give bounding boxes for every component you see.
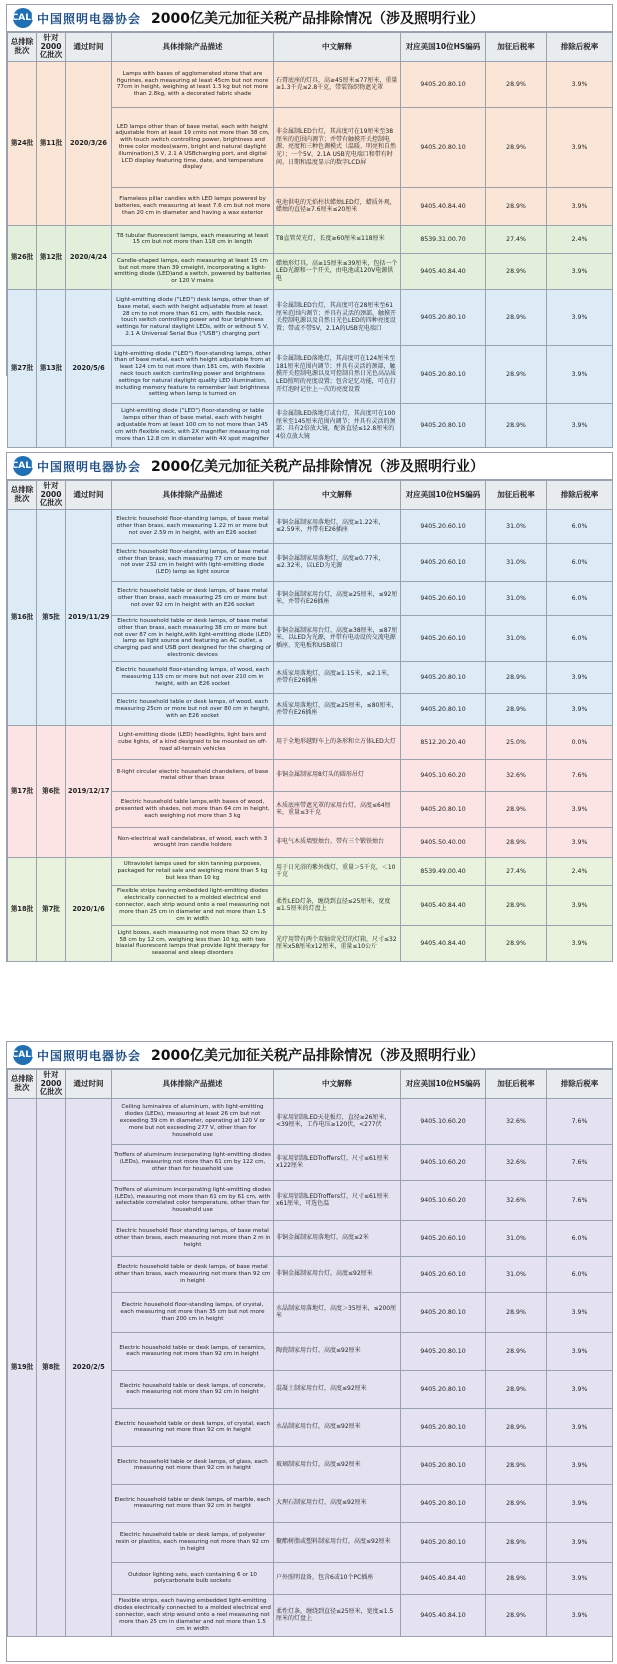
header-rate-after: 加征后税率 <box>486 33 547 62</box>
header-date: 通过时间 <box>66 33 112 62</box>
chinese-cell: 用于全地形越野车上的条形和立方体LED大灯 <box>274 725 401 759</box>
description-cell: Ceiling luminaires of aluminum, with light-emitting diodes (LEDs), measuring at least 26 cm but not exceeding 39 cm in diameter, operating at 120 V or more but not exceeding 277 V, other than for household use <box>112 1098 274 1144</box>
rate-after-cell: 28.9% <box>486 827 547 857</box>
chinese-cell: 非家用铝制LEDTroffers灯，尺寸≤61厘米x61厘米，可选色温 <box>274 1180 401 1220</box>
rate-excluded-cell: 3.9% <box>547 827 613 857</box>
hs-code-cell: 9405.20.80.10 <box>401 1370 486 1408</box>
hs-code-cell: 9405.20.80.10 <box>401 791 486 827</box>
header-description: 具体排除产品描述 <box>112 1070 274 1099</box>
hs-code-cell: 9405.20.80.10 <box>401 403 486 447</box>
header-chinese: 中文解释 <box>274 481 401 510</box>
header-row <box>8 481 613 510</box>
table-row <box>8 509 613 543</box>
batch-cell: 第7批 <box>37 857 66 961</box>
rate-excluded-cell: 2.4% <box>547 225 613 253</box>
rate-excluded-cell: 3.9% <box>547 1594 613 1636</box>
rate-excluded-cell: 3.9% <box>547 107 613 187</box>
page-title: 2000亿美元加征关税产品排除情况（涉及照明行业） <box>151 459 484 475</box>
batch-cell: 第11批 <box>37 61 66 225</box>
hs-code-cell: 9405.10.60.20 <box>401 759 486 791</box>
header-date: 通过时间 <box>66 1070 112 1099</box>
chinese-cell: 非铜金属制家用台灯，高度≥38厘米，≤87厘米，以LED为光源，并带有电动设的交流电源插座、充电板和USB端口 <box>274 615 401 661</box>
rate-excluded-cell: 0.0% <box>547 725 613 759</box>
total-batch-cell: 第16批 <box>8 509 37 725</box>
description-cell: Flexible strips, each having embedded light-emitting diodes electrically connected to a molded electrical end connector, each strip wound onto a reel measuring not more than 25 cm in diameter and not more than 1.5 cm in width <box>112 1594 274 1636</box>
hs-code-cell: 9405.20.80.10 <box>401 289 486 345</box>
rate-excluded-cell: 3.9% <box>547 1562 613 1594</box>
rate-after-cell: 28.9% <box>486 1408 547 1446</box>
rate-after-cell: 28.9% <box>486 925 547 961</box>
rate-excluded-cell: 3.9% <box>547 61 613 107</box>
logo-icon: CALI <box>13 456 33 476</box>
batch-cell: 第6批 <box>37 725 66 857</box>
chinese-cell: 非铜金属制家用台灯，高度≤92厘米 <box>274 1256 401 1292</box>
header-rate-excluded: 排除后税率 <box>547 1070 613 1099</box>
batch-cell: 第13批 <box>37 289 66 447</box>
rate-after-cell: 28.9% <box>486 885 547 925</box>
chinese-cell: 非铜金属制家用落地灯，高度≥1.22米，≤2.59米，并带有E26插座 <box>274 509 401 543</box>
hs-code-cell: 9405.20.60.10 <box>401 1220 486 1256</box>
description-cell: Electric household floor-standing lamps, of base metal other than brass, each measuring 1.22 m or more but not over 2.59 m in height, with an E26 socket <box>112 509 274 543</box>
chinese-cell: 非金属制LED台灯，其高度可在28厘米至61厘米范围内调节；并具有灵活的颈部，触摸开关控制电源以及自然日光色LED的四种亮度设置；带或不带5V，2.1A的USB充电端口 <box>274 289 401 345</box>
rate-after-cell: 27.4% <box>486 857 547 885</box>
table-row <box>8 225 613 253</box>
date-cell: 2019/11/29 <box>66 509 112 725</box>
hs-code-cell: 9405.20.80.10 <box>401 661 486 693</box>
rate-after-cell: 25.0% <box>486 725 547 759</box>
hs-code-cell: 9405.20.60.10 <box>401 615 486 661</box>
total-batch-cell: 第19批 <box>8 1098 37 1636</box>
date-cell: 2020/3/26 <box>66 61 112 225</box>
page-title: 2000亿美元加征关税产品排除情况（涉及照明行业） <box>151 1048 484 1064</box>
exclusion-table <box>7 1069 613 1637</box>
description-cell: Light-emitting diode ("LED") floor-standing or table lamps other than of base metal, each with height adjustable from at least 100 cm to not more than 145 cm with flexible neck, with 2X magnifier measuring not more than 12.8 cm in diameter with 4X spot magnifier <box>112 403 274 447</box>
rate-after-cell: 28.9% <box>486 1370 547 1408</box>
hs-code-cell: 8539.49.00.40 <box>401 857 486 885</box>
chinese-cell: 蜡烛形灯具，高≥15厘米≤39厘米，包括一个LED光源和一个开关，由电池或120V电源供电 <box>274 253 401 289</box>
association-logo <box>13 456 141 476</box>
chinese-cell: 用于日光浴的紫外线灯，重量＞5千克，＜10千克 <box>274 857 401 885</box>
header-rate-excluded: 排除后税率 <box>547 481 613 510</box>
rate-excluded-cell: 6.0% <box>547 1220 613 1256</box>
chinese-cell: 柔性LED灯条，缠绕到直径≤25厘米，宽度≤1.5厘米的灯盘上 <box>274 885 401 925</box>
hs-code-cell: 9405.20.80.10 <box>401 345 486 403</box>
rate-excluded-cell: 3.9% <box>547 791 613 827</box>
description-cell: Light-emitting diode (LED) headlights, light bars and cube lights, of a kind designed to be mounted on off-road all-terrain vehicles <box>112 725 274 759</box>
hs-code-cell: 9405.20.80.10 <box>401 1522 486 1562</box>
rate-excluded-cell: 3.9% <box>547 253 613 289</box>
chinese-cell: 电池供电的无焰柱状蜡烛LED灯，蜡质外观，蜡烛的直径≥7.6厘米≤20厘米 <box>274 187 401 225</box>
total-batch-cell: 第27批 <box>8 289 37 447</box>
chinese-cell: 非金属制LED台灯，其高度可在19厘米至38厘米的范围内调节；并带有触摸开关控制电源、亮度和三种色调模式（温暖、明亮和自然光）；一个5V、2.1A USB充电端口和带有时间、日期和温度显示的数字LCD屏 <box>274 107 401 187</box>
rate-excluded-cell: 3.9% <box>547 1522 613 1562</box>
header-rate-after: 加征后税率 <box>486 481 547 510</box>
rate-after-cell: 28.9% <box>486 345 547 403</box>
rate-excluded-cell: 3.9% <box>547 403 613 447</box>
rate-after-cell: 31.0% <box>486 615 547 661</box>
description-cell: Lamps with bases of agglomerated stone that are figurines, each measuring at least 45cm but not more 77cm in height, weighing at least 1.3 kg but not more than 2.8kg, with a decorated fabric shade <box>112 61 274 107</box>
chinese-cell: 非铜金属制家用8灯头的圆形吊灯 <box>274 759 401 791</box>
header-chinese: 中文解释 <box>274 33 401 62</box>
description-cell: Light-emitting diode ("LED") desk lamps, other than of base metal, each with height adjustable from at least 28 cm to not more than 61 cm, with flexible neck, touch switch controlling power and four brightness settings for natural daylight LEDs, with or without 5 V, 2.1 A Universal Serial Bus ("USB") charging port <box>112 289 274 345</box>
description-cell: Electric household floor-standing lamps, of base metal other than brass, each measuring 77 cm or more but not over 232 cm in height with light-emitting diode (LED) lamp as light source <box>112 543 274 581</box>
batch-cell: 第8批 <box>37 1098 66 1636</box>
chinese-cell: 户外照明设备，包含6或10个PC插座 <box>274 1562 401 1594</box>
description-cell: Electric household table or desk lamps, of base metal other than brass, each measuring 25 cm or more but not over 92 cm in height with an E26 socket <box>112 581 274 615</box>
rate-excluded-cell: 3.9% <box>547 661 613 693</box>
chinese-cell: 非铜金属制家用落地灯，高度≥0.77米，≤2.32米，以LED为光源 <box>274 543 401 581</box>
title-bar <box>7 453 612 480</box>
description-cell: Electric household table lamps,with bases of wood, presented with shades, not more than 64 cm in height, each weighing not more than 3 kg <box>112 791 274 827</box>
description-cell: Outdoor lighting sets, each containing 6 or 10 polycarbonate bulb sockets <box>112 1562 274 1594</box>
rate-after-cell: 28.9% <box>486 403 547 447</box>
header-total-batch: 总排除批次 <box>8 33 37 62</box>
total-batch-cell: 第26批 <box>8 225 37 289</box>
rate-after-cell: 28.9% <box>486 1484 547 1522</box>
rate-after-cell: 32.6% <box>486 1144 547 1180</box>
logo-text: 中国照明电器协会 <box>37 459 142 474</box>
hs-code-cell: 9405.40.84.40 <box>401 253 486 289</box>
chinese-cell: 聚酯树脂或塑料制家用台灯，高度≤92厘米 <box>274 1522 401 1562</box>
header-total-batch: 总排除批次 <box>8 481 37 510</box>
rate-after-cell: 28.9% <box>486 791 547 827</box>
rate-excluded-cell: 7.6% <box>547 1144 613 1180</box>
chinese-cell: 非家用铝制LED天花板灯，直径≥26厘米，<39厘米，工作电压≥120伏，<277伏 <box>274 1098 401 1144</box>
hs-code-cell: 8539.31.00.70 <box>401 225 486 253</box>
description-cell: 8-light circular electric household chandeliers, of base metal other than brass <box>112 759 274 791</box>
hs-code-cell: 9405.40.84.10 <box>401 1594 486 1636</box>
hs-code-cell: 9405.20.60.10 <box>401 1256 486 1292</box>
hs-code-cell: 9405.20.60.10 <box>401 509 486 543</box>
header-description: 具体排除产品描述 <box>112 33 274 62</box>
header-total-batch: 总排除批次 <box>8 1070 37 1099</box>
header-rate-excluded: 排除后税率 <box>547 33 613 62</box>
chinese-cell: 玻璃制家用台灯，高度≤92厘米 <box>274 1446 401 1484</box>
table-row <box>8 857 613 885</box>
header-rate-after: 加征后税率 <box>486 1070 547 1099</box>
description-cell: Non-electrical wall candelabras, of wood, each with 3 wrought iron candle holders <box>112 827 274 857</box>
hs-code-cell: 9405.40.84.40 <box>401 187 486 225</box>
date-cell: 2020/2/5 <box>66 1098 112 1636</box>
chinese-cell: 石膏底座的灯具，高≥45厘米≤77厘米，重量≥1.3千克≤2.8千克，带装饰织物遮光罩 <box>274 61 401 107</box>
hs-code-cell: 9405.20.60.10 <box>401 543 486 581</box>
description-cell: Electric household table or desk lamps, of marble, each measuring not more than 92 cm in height <box>112 1484 274 1522</box>
rate-after-cell: 28.9% <box>486 61 547 107</box>
description-cell: Flexible strips having embedded light-emitting diodes electrically connected to a molded electrical end connector, each strip wound onto a reel measuring not more than 25 cm in diameter and not more than 1.5 cm in width <box>112 885 274 925</box>
description-cell: T8 tubular fluorescent lamps, each measuring at least 15 cm but not more than 118 cm in length <box>112 225 274 253</box>
table-block-1 <box>6 4 613 442</box>
rate-excluded-cell: 3.9% <box>547 1332 613 1370</box>
chinese-cell: 水晶制家用落地灯，高度＞35厘米，≤200厘米 <box>274 1292 401 1332</box>
rate-after-cell: 31.0% <box>486 1256 547 1292</box>
description-cell: Electric household table or desk lamps, of base metal other than brass, each measuring not more than 92 cm in height <box>112 1256 274 1292</box>
hs-code-cell: 8512.20.20.40 <box>401 725 486 759</box>
hs-code-cell: 9405.20.80.10 <box>401 107 486 187</box>
description-cell: Electric household table or desk lamps, of base metal other than brass, each measuring 38 cm or more but not over 87 cm in height,with light-emitting diode (LED) lamp as light source and featuring an AC outlet, a charging pad and USB port designed for the charging of electronic devices <box>112 615 274 661</box>
hs-code-cell: 9405.20.80.10 <box>401 61 486 107</box>
rate-excluded-cell: 3.9% <box>547 1484 613 1522</box>
description-cell: Electric household floor-standing lamps, of wood, each measuring 115 cm or more but not over 210 cm in height, with an E26 socket <box>112 661 274 693</box>
rate-excluded-cell: 3.9% <box>547 925 613 961</box>
rate-excluded-cell: 3.9% <box>547 1292 613 1332</box>
rate-after-cell: 28.9% <box>486 1446 547 1484</box>
rate-after-cell: 28.9% <box>486 1332 547 1370</box>
table-row <box>8 61 613 107</box>
total-batch-cell: 第24批 <box>8 61 37 225</box>
rate-after-cell: 28.9% <box>486 661 547 693</box>
hs-code-cell: 9405.20.80.10 <box>401 693 486 725</box>
rate-after-cell: 28.9% <box>486 253 547 289</box>
hs-code-cell: 9405.40.84.40 <box>401 1562 486 1594</box>
total-batch-cell: 第18批 <box>8 857 37 961</box>
batch-cell: 第5批 <box>37 509 66 725</box>
description-cell: Light boxes, each measuring not more than 32 cm by 58 cm by 12 cm, weighing less than 10 kg, with two biaxial fluorescent lamps that provide light therapy for seasonal and sleep disorders <box>112 925 274 961</box>
rate-after-cell: 31.0% <box>486 581 547 615</box>
description-cell: Electric household table or desk lamps, of concrete, each measuring not more than 92 cm in height <box>112 1370 274 1408</box>
header-description: 具体排除产品描述 <box>112 481 274 510</box>
hs-code-cell: 9405.10.60.20 <box>401 1180 486 1220</box>
rate-excluded-cell: 6.0% <box>547 543 613 581</box>
header-hs-code: 对应美国10位HS编码 <box>401 1070 486 1099</box>
exclusion-table <box>7 32 613 448</box>
chinese-cell: T8直管荧光灯，长度≥60厘米≤118厘米 <box>274 225 401 253</box>
exclusion-table <box>7 480 613 962</box>
hs-code-cell: 9405.40.84.40 <box>401 885 486 925</box>
hs-code-cell: 9405.20.80.10 <box>401 1332 486 1370</box>
chinese-cell: 大理石制家用台灯，高度≤92厘米 <box>274 1484 401 1522</box>
rate-excluded-cell: 6.0% <box>547 509 613 543</box>
date-cell: 2020/4/24 <box>66 225 112 289</box>
rate-excluded-cell: 3.9% <box>547 289 613 345</box>
description-cell: Troffers of aluminum incorporating light-emitting diodes (LEDs), measuring not more than 61 cm by 122 cm, other than for household use <box>112 1144 274 1180</box>
chinese-cell: 非铜金属制家用台灯，高度≥25厘米，≤92厘米，并带有E26插座 <box>274 581 401 615</box>
chinese-cell: 木质底座带遮光罩的家用台灯，高度≤64厘米，重量≤3千克 <box>274 791 401 827</box>
description-cell: Electric household table or desk lamps, of crystal, each measuring not more than 92 cm in height <box>112 1408 274 1446</box>
hs-code-cell: 9405.20.80.10 <box>401 1446 486 1484</box>
hs-code-cell: 9405.20.80.10 <box>401 1484 486 1522</box>
description-cell: Electric household table or desk lamps, of wood, each measuring 25cm or more but not over 80 cm in height, with an E26 socket <box>112 693 274 725</box>
chinese-cell: 柔性灯条，缠绕到直径≤25厘米，宽度≤1.5厘米的灯盘上 <box>274 1594 401 1636</box>
rate-excluded-cell: 3.9% <box>547 1446 613 1484</box>
rate-excluded-cell: 6.0% <box>547 615 613 661</box>
rate-excluded-cell: 7.6% <box>547 759 613 791</box>
rate-excluded-cell: 3.9% <box>547 885 613 925</box>
rate-after-cell: 31.0% <box>486 509 547 543</box>
rate-after-cell: 28.9% <box>486 289 547 345</box>
rate-excluded-cell: 3.9% <box>547 1370 613 1408</box>
header-date: 通过时间 <box>66 481 112 510</box>
hs-code-cell: 9405.20.80.10 <box>401 1292 486 1332</box>
rate-after-cell: 28.9% <box>486 1522 547 1562</box>
chinese-cell: 非铜金属制家用落地灯，高度≤2米 <box>274 1220 401 1256</box>
chinese-cell: 木质家用落地灯，高度≥1.15米，≤2.1米，并带有E26插座 <box>274 661 401 693</box>
rate-excluded-cell: 3.9% <box>547 693 613 725</box>
association-logo <box>13 8 141 28</box>
description-cell: Flameless pillar candles with LED lamps powered by batteries, each measuring at least 7.6 cm but not more than 20 cm in diameter and having a wax exterior <box>112 187 274 225</box>
rate-after-cell: 28.9% <box>486 187 547 225</box>
total-batch-cell: 第17批 <box>8 725 37 857</box>
rate-excluded-cell: 6.0% <box>547 581 613 615</box>
rate-after-cell: 31.0% <box>486 543 547 581</box>
description-cell: Electric household table or desk lamps, of ceramics, each measuring not more than 92 cm in height <box>112 1332 274 1370</box>
header-chinese: 中文解释 <box>274 1070 401 1099</box>
hs-code-cell: 9405.20.80.10 <box>401 1408 486 1446</box>
rate-excluded-cell: 2.4% <box>547 857 613 885</box>
chinese-cell: 非金属制LED落地灯，其高度可在124厘米至181厘米范围内调节；并具有灵活的颈部，触摸开关控制电源以及可控制自然日光色高品质LED照明的亮度设置；包含记忆功能，可在打开灯泡时记住上一次的亮度设置 <box>274 345 401 403</box>
chinese-cell: 木质家用落地灯，高度≥25厘米，≤80厘米，并带有E26插座 <box>274 693 401 725</box>
table-row <box>8 289 613 345</box>
date-cell: 2020/5/6 <box>66 289 112 447</box>
header-row <box>8 1070 613 1099</box>
chinese-cell: 混凝土制家用台灯，高度≤92厘米 <box>274 1370 401 1408</box>
chinese-cell: 水晶制家用台灯，高度≤92厘米 <box>274 1408 401 1446</box>
hs-code-cell: 9405.10.60.20 <box>401 1098 486 1144</box>
rate-excluded-cell: 6.0% <box>547 1256 613 1292</box>
page-title: 2000亿美元加征关税产品排除情况（涉及照明行业） <box>151 11 484 27</box>
header-hs-code: 对应美国10位HS编码 <box>401 481 486 510</box>
logo-text: 中国照明电器协会 <box>37 11 142 26</box>
rate-after-cell: 28.9% <box>486 1562 547 1594</box>
header-2000-batch: 针对2000亿批次 <box>37 33 66 62</box>
table-block-3 <box>6 1041 613 1662</box>
logo-text: 中国照明电器协会 <box>37 1048 142 1063</box>
description-cell: LED lamps other than of base metal, each with height adjustable from at least 19 cmto not more than 38 cm, with touch switch controlling power, brightness and three color modes(warm, bright and natural daylight illumination),5 V, 2.1 A USBcharging port, and digital LCD display featuring time, date, and temperature display <box>112 107 274 187</box>
rate-excluded-cell: 3.9% <box>547 1408 613 1446</box>
rate-after-cell: 32.6% <box>486 759 547 791</box>
description-cell: Electric household floor-standing lamps, of crystal, each measuring not more than 35 cm but not more than 200 cm in height <box>112 1292 274 1332</box>
rate-excluded-cell: 7.6% <box>547 1098 613 1144</box>
hs-code-cell: 9405.40.84.40 <box>401 925 486 961</box>
description-cell: Light-emitting diode ("LED") floor-standing lamps, other than of base metal, each with height adjustable from at least 124 cm to not more than 181 cm, with flexible neck touch switch controlling power and brightness settings for natural daylight quality LED illumination, including memory feature to remember last brightness setting when lamp is turned on <box>112 345 274 403</box>
rate-after-cell: 31.0% <box>486 1220 547 1256</box>
rate-after-cell: 28.9% <box>486 1594 547 1636</box>
header-row <box>8 33 613 62</box>
rate-after-cell: 32.6% <box>486 1180 547 1220</box>
description-cell: Electric household floor standing lamps, of base metal other than brass, each measuring not more than 2 m in height <box>112 1220 274 1256</box>
hs-code-cell: 9405.20.60.10 <box>401 581 486 615</box>
table-row <box>8 725 613 759</box>
chinese-cell: 非电气木质墙壁烛台，带有三个锻铁烛台 <box>274 827 401 857</box>
header-2000-batch: 针对2000亿批次 <box>37 481 66 510</box>
chinese-cell: 非金属制LED落地灯或台灯，其高度可在100厘米至145厘米范围内调节；并具有灵活的颈部；具有2倍放大镜，配备直径≤12.8厘米的4倍点放大镜 <box>274 403 401 447</box>
chinese-cell: 陶瓷制家用台灯，高度≤92厘米 <box>274 1332 401 1370</box>
rate-after-cell: 28.9% <box>486 693 547 725</box>
rate-after-cell: 27.4% <box>486 225 547 253</box>
rate-after-cell: 28.9% <box>486 107 547 187</box>
hs-code-cell: 9405.10.60.20 <box>401 1144 486 1180</box>
association-logo <box>13 1045 141 1065</box>
date-cell: 2019/12/17 <box>66 725 112 857</box>
chinese-cell: 非家用铝制LEDTroffers灯，尺寸≤61厘米x122厘米 <box>274 1144 401 1180</box>
description-cell: Electric household table or desk lamps, of glass, each measuring not more than 92 cm in height <box>112 1446 274 1484</box>
header-hs-code: 对应美国10位HS编码 <box>401 33 486 62</box>
rate-excluded-cell: 7.6% <box>547 1180 613 1220</box>
rate-after-cell: 28.9% <box>486 1292 547 1332</box>
description-cell: Ultraviolet lamps used for skin tanning purposes, packaged for retail sale and weighing more than 5 kg but less than 10 kg <box>112 857 274 885</box>
chinese-cell: 光疗用带有两个双轴荧光灯的灯箱，尺寸≤32厘米x58厘米x12厘米，重量≤10公斤 <box>274 925 401 961</box>
header-2000-batch: 针对2000亿批次 <box>37 1070 66 1099</box>
rate-after-cell: 32.6% <box>486 1098 547 1144</box>
logo-icon: CALI <box>13 1045 33 1065</box>
table-row <box>8 1098 613 1144</box>
table-block-2 <box>6 452 613 962</box>
date-cell: 2020/1/6 <box>66 857 112 961</box>
rate-excluded-cell: 3.9% <box>547 187 613 225</box>
description-cell: Electric household table or desk lamps, of polyester resin or plastics, each measuring not more than 92 cm in height <box>112 1522 274 1562</box>
hs-code-cell: 9405.50.40.00 <box>401 827 486 857</box>
description-cell: Troffers of aluminum incorporating light-emitting diodes (LEDs), measuring not more than 61 cm by 61 cm, with selectable correlated color temperature, other than for household use <box>112 1180 274 1220</box>
description-cell: Candle-shaped lamps, each measuring at least 15 cm but not more than 39 cmeight, incorporating a light-emitting diode (LED)and a switch, powered by batteries or 120 V mains <box>112 253 274 289</box>
batch-cell: 第12批 <box>37 225 66 289</box>
title-bar <box>7 5 612 32</box>
rate-excluded-cell: 3.9% <box>547 345 613 403</box>
title-bar <box>7 1042 612 1069</box>
logo-icon: CALI <box>13 8 33 28</box>
